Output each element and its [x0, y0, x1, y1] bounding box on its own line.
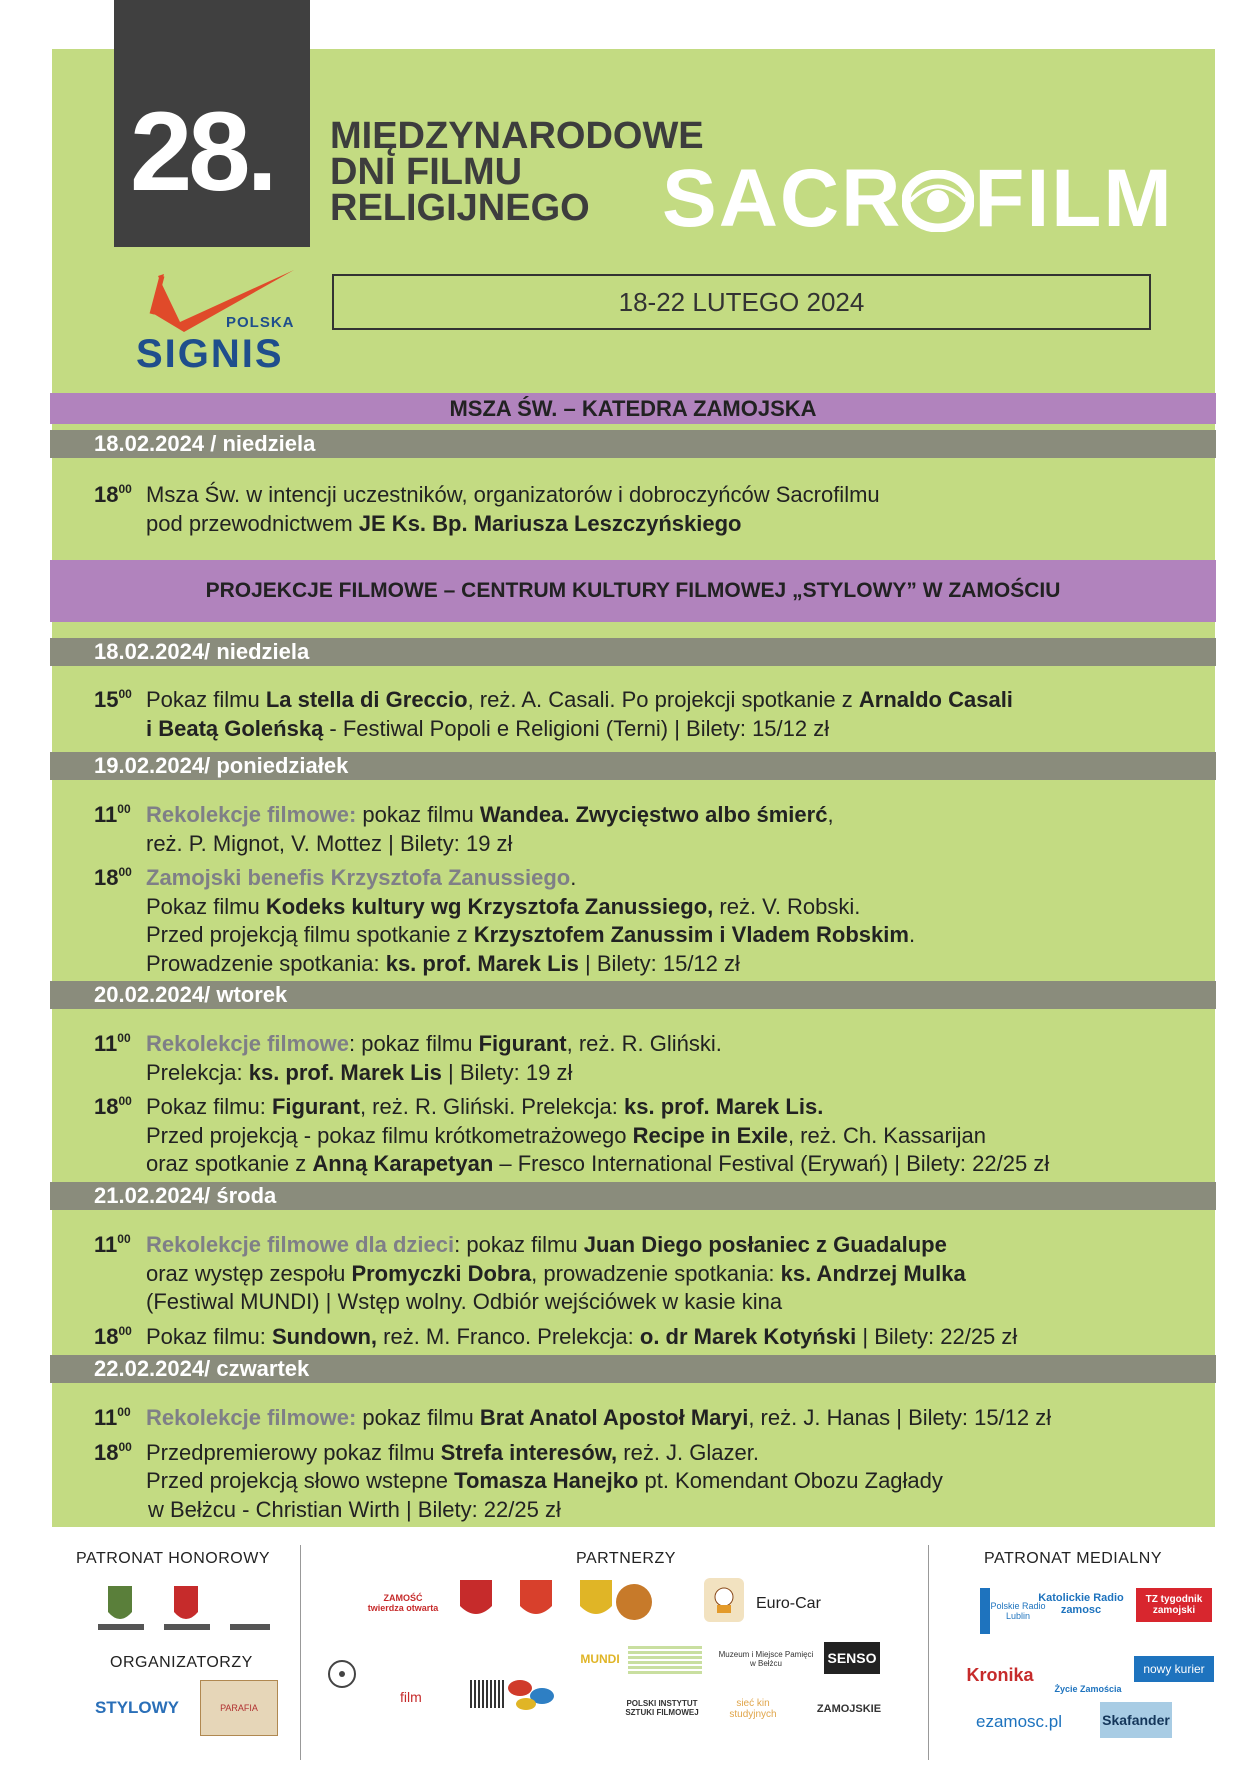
day2-events: $11^{00}$ Rekolekcje filmowe: pokaz filmu Wandea. Zwycięstwo albo śmierć, reż. P. Mignot, V. Mottez | Bilety: 19 zł $18^{00}$ Zamojski benefis Krzysztofa Zanussiego. Pokaz filmu Kodeks kultury wg Krzysztofa Zanussiego, reż. V. Robski. Przed projekcją filmu spotkanie z Krzysztofem Zanussim i Vladem Robskim. Prowadzenie spotkania: ks. prof. Marek Lis | Bilety: 15/12 zł	[94, 802, 916, 976]
chef-icon	[709, 1585, 739, 1615]
day-label: 20.02.2024/ wtorek	[94, 982, 288, 1007]
svg-text:film: film	[400, 1689, 422, 1705]
honorary-patronage-heading: PATRONAT HONOROWY	[76, 1550, 270, 1567]
divider	[300, 1545, 301, 1760]
festival-mark-icon	[398, 1682, 448, 1710]
day-label: 22.02.2024/ czwartek	[94, 1356, 310, 1381]
belzec-museum-logo: Muzeum i Miejsce Pamięci w Bełżcu	[718, 1650, 814, 1668]
edition-number: 28.	[130, 89, 274, 214]
sacrofilm-logo	[662, 153, 1174, 244]
fish-icon	[506, 1676, 562, 1712]
brand-right: FILM	[974, 153, 1174, 244]
bakery-logo	[704, 1578, 744, 1622]
skafander-logo: Skafander	[1100, 1702, 1172, 1738]
mass-day: 18.02.2024 / niedziela	[94, 431, 316, 456]
organizers-heading: ORGANIZATORZY	[110, 1654, 253, 1671]
title-line-1: MIĘDZYNARODOWE	[330, 115, 704, 157]
mass-event: $18^{00}$ Msza Św. w intencji uczestników, organizatorów i dobroczyńców Sacrofilmu pod przewodnictwem JE Ks. Bp. Mariusza Leszczyńskiego	[94, 475, 880, 538]
nowy-kurier-logo: nowy kurier	[1134, 1656, 1214, 1682]
day5-events: $11^{00}$ Rekolekcje filmowe: pokaz filmu Brat Anatol Apostoł Maryi, reż. J. Hanas | Bilety: 15/12 zł $18^{00}$ Przedpremierowy pokaz filmu Strefa interesów, reż. J. Glazer. Przed projekcją słowo wstepne Tomasza Hanejko pt. Komendant Obozu Zagłady w Bełżcu - Christian Wirth | Bilety: 22/25 zł	[94, 1405, 1052, 1522]
day-label: 21.02.2024/ środa	[94, 1183, 277, 1208]
zycie-zamoscia-logo: Życie Zamościa	[1054, 1684, 1122, 1694]
mass-day-bar	[50, 430, 1216, 458]
mundi-logo: MUNDI	[580, 1652, 620, 1666]
pisf-logo: POLSKI INSTYTUT SZTUKI FILMOWEJ	[625, 1699, 699, 1717]
radio-lublin-logo: Polskie Radio Lublin	[980, 1588, 1046, 1634]
title-line-2: DNI FILMU	[330, 151, 523, 193]
association-logo	[322, 1652, 362, 1696]
day1-events: $15^{00}$ Pokaz filmu La stella di Greccio, reż. A. Casali. Po projekcji spotkanie z Arnaldo Casali i Beatą Goleńską - Festiwal Popoli e Religioni (Terni) | Bilety: 15/12 zł	[94, 687, 1013, 741]
day-bar-3	[50, 981, 1216, 1009]
mass-heading: MSZA ŚW. – KATEDRA ZAMOJSKA	[50, 393, 1216, 424]
film-reel-icon	[325, 1659, 359, 1689]
zamosc-logo: ZAMOŚĆ twierdza otwarta	[367, 1593, 439, 1613]
festival-barcode-logo	[470, 1680, 504, 1708]
studio-cinemas-logo: sieć kin studyjnych	[729, 1698, 777, 1720]
festival-title	[330, 115, 704, 229]
film-festival-logo	[394, 1678, 452, 1714]
senso-logo: SENSO	[824, 1642, 880, 1674]
honorary-crests-icon	[96, 1582, 276, 1638]
mundi-text-logo	[628, 1644, 702, 1674]
day3-events: $11^{00}$ Rekolekcje filmowe: pokaz filmu Figurant, reż. R. Gliński. Prelekcja: ks. prof. Marek Lis | Bilety: 19 zł $18^{00}$ Pokaz filmu: Figurant, reż. R. Gliński. Prelekcja: ks. prof. Marek Lis. Przed projekcją - pokaz filmu krótkometrażowego Recipe in Exile, reż. Ch. Kassarijan oraz spotkanie z Anną Karapetyan – Fresco International Festival (Erywań) | Bilety: 22/25 zł	[94, 1031, 1050, 1176]
day-label: 18.02.2024/ niedziela	[94, 639, 310, 664]
brand-left: SACR	[662, 153, 903, 244]
media-patronage-heading: PATRONAT MEDIALNY	[984, 1550, 1163, 1567]
eurocar-logo: Euro-Car	[756, 1595, 821, 1612]
day-bar-1	[50, 638, 1216, 666]
signis-logo	[134, 270, 304, 376]
stylowy-logo: STYLOWY	[94, 1698, 180, 1717]
day-bar-4	[50, 1182, 1216, 1210]
day-bar-5	[50, 1355, 1216, 1383]
eye-icon	[902, 170, 974, 232]
event-time: $18^{00}$	[94, 482, 132, 507]
zamojskie-logo: ZAMOJSKIE	[816, 1703, 882, 1715]
signis-country: POLSKA	[226, 314, 295, 331]
day4-events: $11^{00}$ Rekolekcje filmowe dla dzieci: pokaz filmu Juan Diego posłaniec z Guadalupe oraz występ zespołu Promyczki Dobra, prowadzenie spotkania: ks. Andrzej Mulka (Festiwal MUNDI) | Wstęp wolny. Odbiór wejściówek w kasie kina $18^{00}$ Pokaz filmu: Sundown, reż. M. Franco. Prelekcja: o. dr Marek Kotyński | Bilety: 22/25 zł	[94, 1232, 1018, 1349]
festival-dates-box	[332, 274, 1151, 330]
festival-dates: 18-22 LUTEGO 2024	[618, 287, 865, 317]
title-line-3: RELIGIJNEGO	[330, 187, 590, 229]
day-label: 19.02.2024/ poniedziałek	[94, 753, 349, 778]
parish-logo: PARAFIA	[200, 1680, 278, 1736]
signis-name: SIGNIS	[136, 332, 284, 376]
screenings-heading: PROJEKCJE FILMOWE – CENTRUM KULTURY FILMOWEJ „STYLOWY” W ZAMOŚCIU	[50, 560, 1216, 622]
edition-badge	[114, 0, 310, 247]
tygodnik-zamojski-logo: TZ tygodnik zamojski	[1136, 1588, 1212, 1622]
day-bar-2	[50, 752, 1216, 780]
divider	[928, 1545, 929, 1760]
ezamosc-logo: ezamosc.pl	[976, 1712, 1062, 1731]
partners-heading: PARTNERZY	[576, 1550, 676, 1567]
katolickie-radio-logo: Katolickie Radio zamosc	[1038, 1592, 1124, 1616]
kronika-logo: Kronika	[954, 1658, 1046, 1692]
partner-crests-icon	[454, 1578, 654, 1628]
